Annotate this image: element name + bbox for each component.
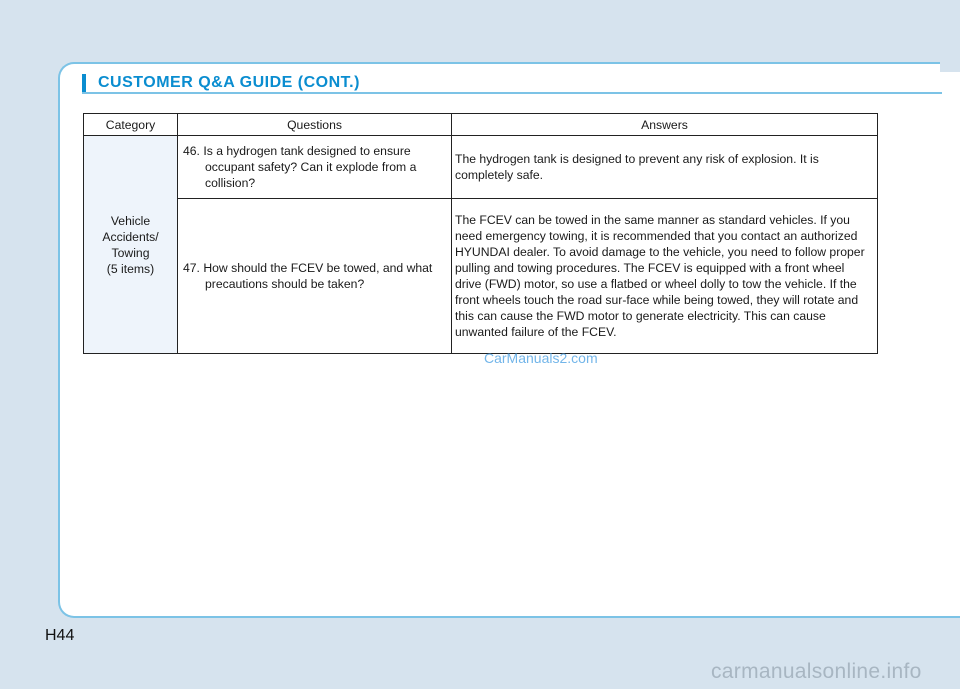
answer-cell <box>452 199 878 354</box>
answer-cell <box>452 136 878 199</box>
category-line: Vehicle <box>110 213 151 228</box>
qa-table <box>83 113 878 354</box>
answer-text: The FCEV can be towed in the same manner as standard vehicles. If you need emergency towing, it is recommended that you contact an authorized HYUNDAI dealer. To avoid damage to the vehicle, you need to follow proper pulling and towing procedures. The FCEV is equipped with a front wheel drive (FWD) motor, so use a flatbed or wheel dolly to tow the vehicle. If the front wheels touch the road sur-face while being towed, they will rotate and this can cause the FWD motor to generate electricity. This can cause unwanted failure of the FCEV. <box>455 213 865 339</box>
column-header-category: Category <box>84 114 178 136</box>
section-header <box>82 72 942 94</box>
question-text: 46. Is a hydrogen tank designed to ensure occupant safety? Can it explode from a collision? <box>183 144 417 190</box>
header-rule <box>82 92 942 94</box>
watermark-text: CarManuals2.com <box>484 350 598 366</box>
table-header-row <box>84 114 878 136</box>
tab-notch <box>940 62 960 72</box>
answer-text: The hydrogen tank is designed to prevent any risk of explosion. It is completely safe. <box>455 152 819 182</box>
footer-site-link[interactable]: carmanualsonline.info <box>711 660 922 683</box>
column-header-questions: Questions <box>178 114 452 136</box>
question-cell <box>178 136 452 199</box>
category-line: Towing <box>111 245 150 260</box>
section-title: CUSTOMER Q&A GUIDE (CONT.) <box>98 74 360 91</box>
question-text: 47. How should the FCEV be towed, and what precautions should be taken? <box>183 261 433 291</box>
question-cell <box>178 199 452 354</box>
column-header-answers: Answers <box>452 114 878 136</box>
table-row <box>84 136 878 199</box>
category-line: Accidents/ <box>102 229 159 244</box>
category-cell <box>84 136 178 354</box>
page-number: H44 <box>45 627 75 644</box>
header-accent-bar <box>82 74 86 92</box>
category-line: (5 items) <box>106 261 155 276</box>
table-row <box>84 199 878 354</box>
